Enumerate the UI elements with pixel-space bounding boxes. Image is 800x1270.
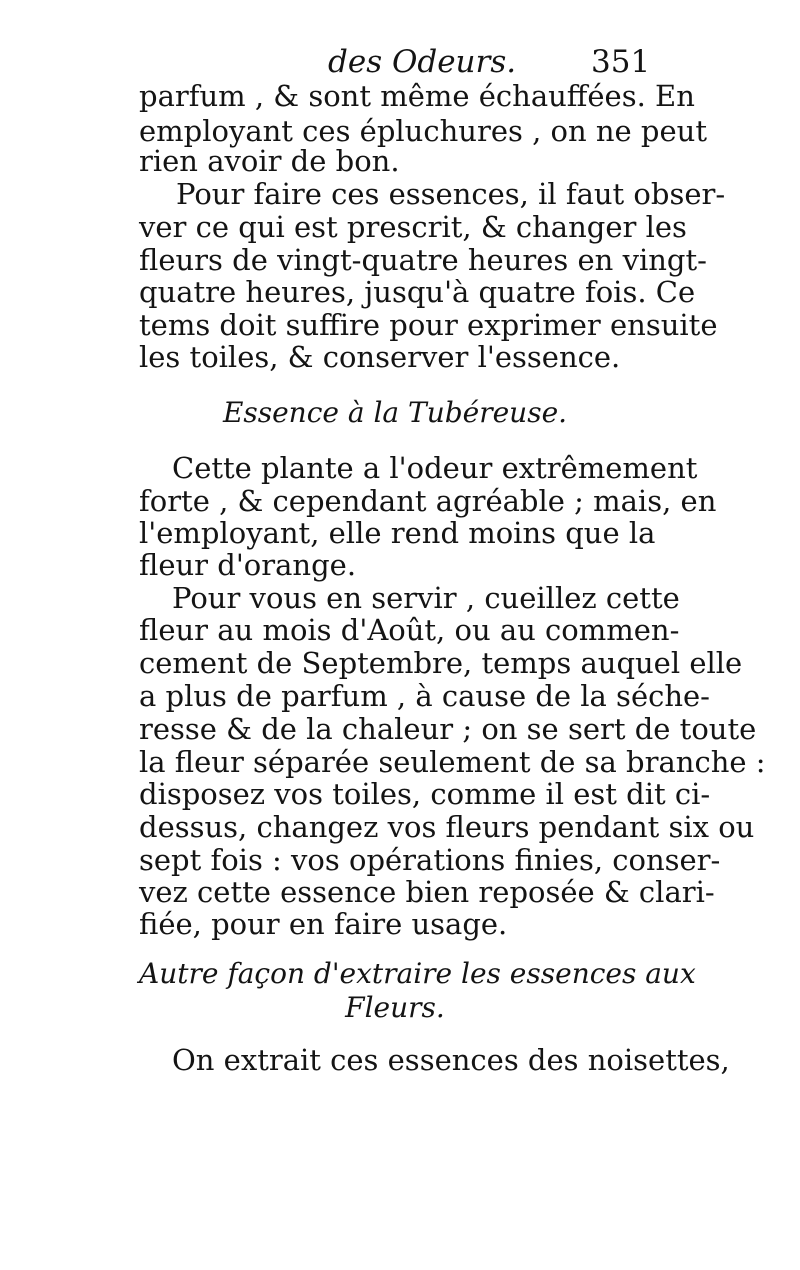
text-line: resse & de la chaleur ; on se sert de toute [139, 712, 757, 746]
text-line: Pour faire ces essences, il faut obser- [176, 177, 726, 211]
section-heading: Autre façon d'extraire les essences aux [139, 957, 696, 990]
text-line: cement de Septembre, temps auquel elle [139, 646, 743, 680]
text-line: fleurs de vingt-quatre heures en vingt- [139, 243, 707, 277]
text-line: disposez vos toiles, comme il est dit ci- [139, 777, 711, 811]
page-number: 351 [591, 44, 651, 80]
text-line: parfum , & sont même échauffées. En [139, 79, 695, 113]
running-header-title: des Odeurs. [328, 44, 517, 80]
text-line: ver ce qui est prescrit, & changer les [139, 210, 687, 244]
text-line: la fleur séparée seulement de sa branche : [139, 745, 766, 779]
text-line: rien avoir de bon. [139, 144, 400, 178]
text-line: quatre heures, jusqu'à quatre fois. Ce [139, 275, 696, 309]
text-line: fleur au mois d'Août, ou au commen- [139, 613, 680, 647]
text-line: les toiles, & conserver l'essence. [139, 340, 621, 374]
text-line: l'employant, elle rend moins que la [139, 516, 656, 550]
text-line: tems doit suffire pour exprimer ensuite [139, 308, 718, 342]
text-line: On extrait ces essences des noisettes, [172, 1043, 730, 1077]
text-line: Pour vous en servir , cueillez cette [172, 581, 680, 615]
text-line: fiée, pour en faire usage. [139, 907, 508, 941]
text-line: Cette plante a l'odeur extrêmement [172, 451, 698, 485]
text-line: fleur d'orange. [139, 548, 357, 582]
text-line: a plus de parfum , à cause de la séche- [139, 679, 710, 713]
text-line: employant ces épluchures , on ne peut [139, 114, 707, 148]
text-line: dessus, changez vos fleurs pendant six ou [139, 810, 755, 844]
text-line: forte , & cependant agréable ; mais, en [139, 484, 717, 518]
section-heading: Fleurs. [345, 991, 445, 1024]
text-line: sept fois : vos opérations finies, conser- [139, 843, 721, 877]
text-line: vez cette essence bien reposée & clari- [139, 875, 715, 909]
section-heading: Essence à la Tubéreuse. [222, 396, 568, 429]
